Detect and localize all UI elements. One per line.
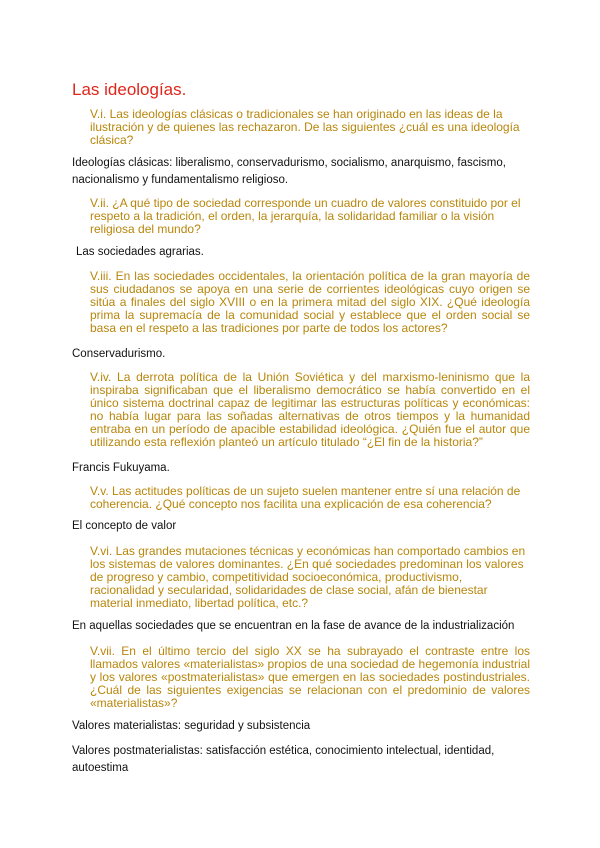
answer-1: Ideologías clásicas: liberalismo, conservadurismo, socialismo, anarquismo, fascismo, nacionalismo y fundamentalismo religioso.: [72, 157, 506, 186]
answer-7: Valores materialistas: seguridad y subsistencia: [72, 720, 311, 732]
question-3: V.iii. En las sociedades occidentales, la orientación política de la gran mayoría de sus ciudadanos se apoya en una serie de corrientes ideológicas cuyo origen se sitúa a finales del siglo XVIII o en la primera mitad del siglo XIX. ¿Qué ideología prima la supremacía de la comunidad social y establece que el orden social se basa en el respeto a las tradiciones por parte de todos los actores?: [90, 269, 530, 335]
answer-3: Conservadurismo.: [72, 348, 166, 360]
answer-7b: Valores postmaterialistas: satisfacción estética, conocimiento intelectual, identidad, autoestima: [72, 745, 495, 774]
page-title: Las ideologías.: [72, 80, 187, 99]
answer-2: Las sociedades agrarias.: [76, 246, 204, 258]
question-6: V.vi. Las grandes mutaciones técnicas y económicas han comportado cambios en los sistemas de valores dominantes. ¿En qué sociedades predominan los valores de progreso y cambio, competitividad socioeconómica, productivismo, racionalidad y secularidad, solidaridades de clase social, afán de bienestar material inmediato, libertad política, etc.?: [90, 544, 526, 610]
question-5: V.v. Las actitudes políticas de un sujeto suelen mantener entre sí una relación de coherencia. ¿Qué concepto nos facilita una explicación de esa coherencia?: [90, 484, 521, 511]
question-1: V.i. Las ideologías clásicas o tradicionales se han originado en las ideas de la ilustración y de quienes las rechazaron. De las siguientes ¿cuál es una ideología clásica?: [90, 107, 520, 147]
answer-6: En aquellas sociedades que se encuentran en la fase de avance de la industrialización: [72, 620, 515, 632]
question-4: V.iv. La derrota política de la Unión Soviética y del marxismo-leninismo que la inspiraba significaban que el liberalismo democrático se había convertido en el único sistema doctrinal capaz de legitimar las estructuras políticas y económicas: no había lugar para las soñadas alternativas de otros tiempos y la humanidad entraba en un período de apacible estabilidad ideológica. ¿Quién fue el autor que utilizando esta reflexión planteó un artículo titulado “¿El fin de la historia?”: [90, 370, 530, 449]
question-7: V.vii. En el último tercio del siglo XX se ha subrayado el contraste entre los llamados valores «materialistas» propios de una sociedad de hegemonía industrial y los valores «postmaterialistas» que emergen en las sociedades postindustriales. ¿Cuál de las siguientes exigencias se relacionan con el predominio de valores «materialistas»?: [90, 644, 530, 710]
answer-4: Francis Fukuyama.: [72, 462, 170, 474]
answer-5: El concepto de valor: [72, 520, 177, 532]
question-2: V.ii. ¿A qué tipo de sociedad corresponde un cuadro de valores constituido por el respeto a la tradición, el orden, la jerarquía, la solidaridad familiar o la visión religiosa del mundo?: [90, 196, 521, 236]
